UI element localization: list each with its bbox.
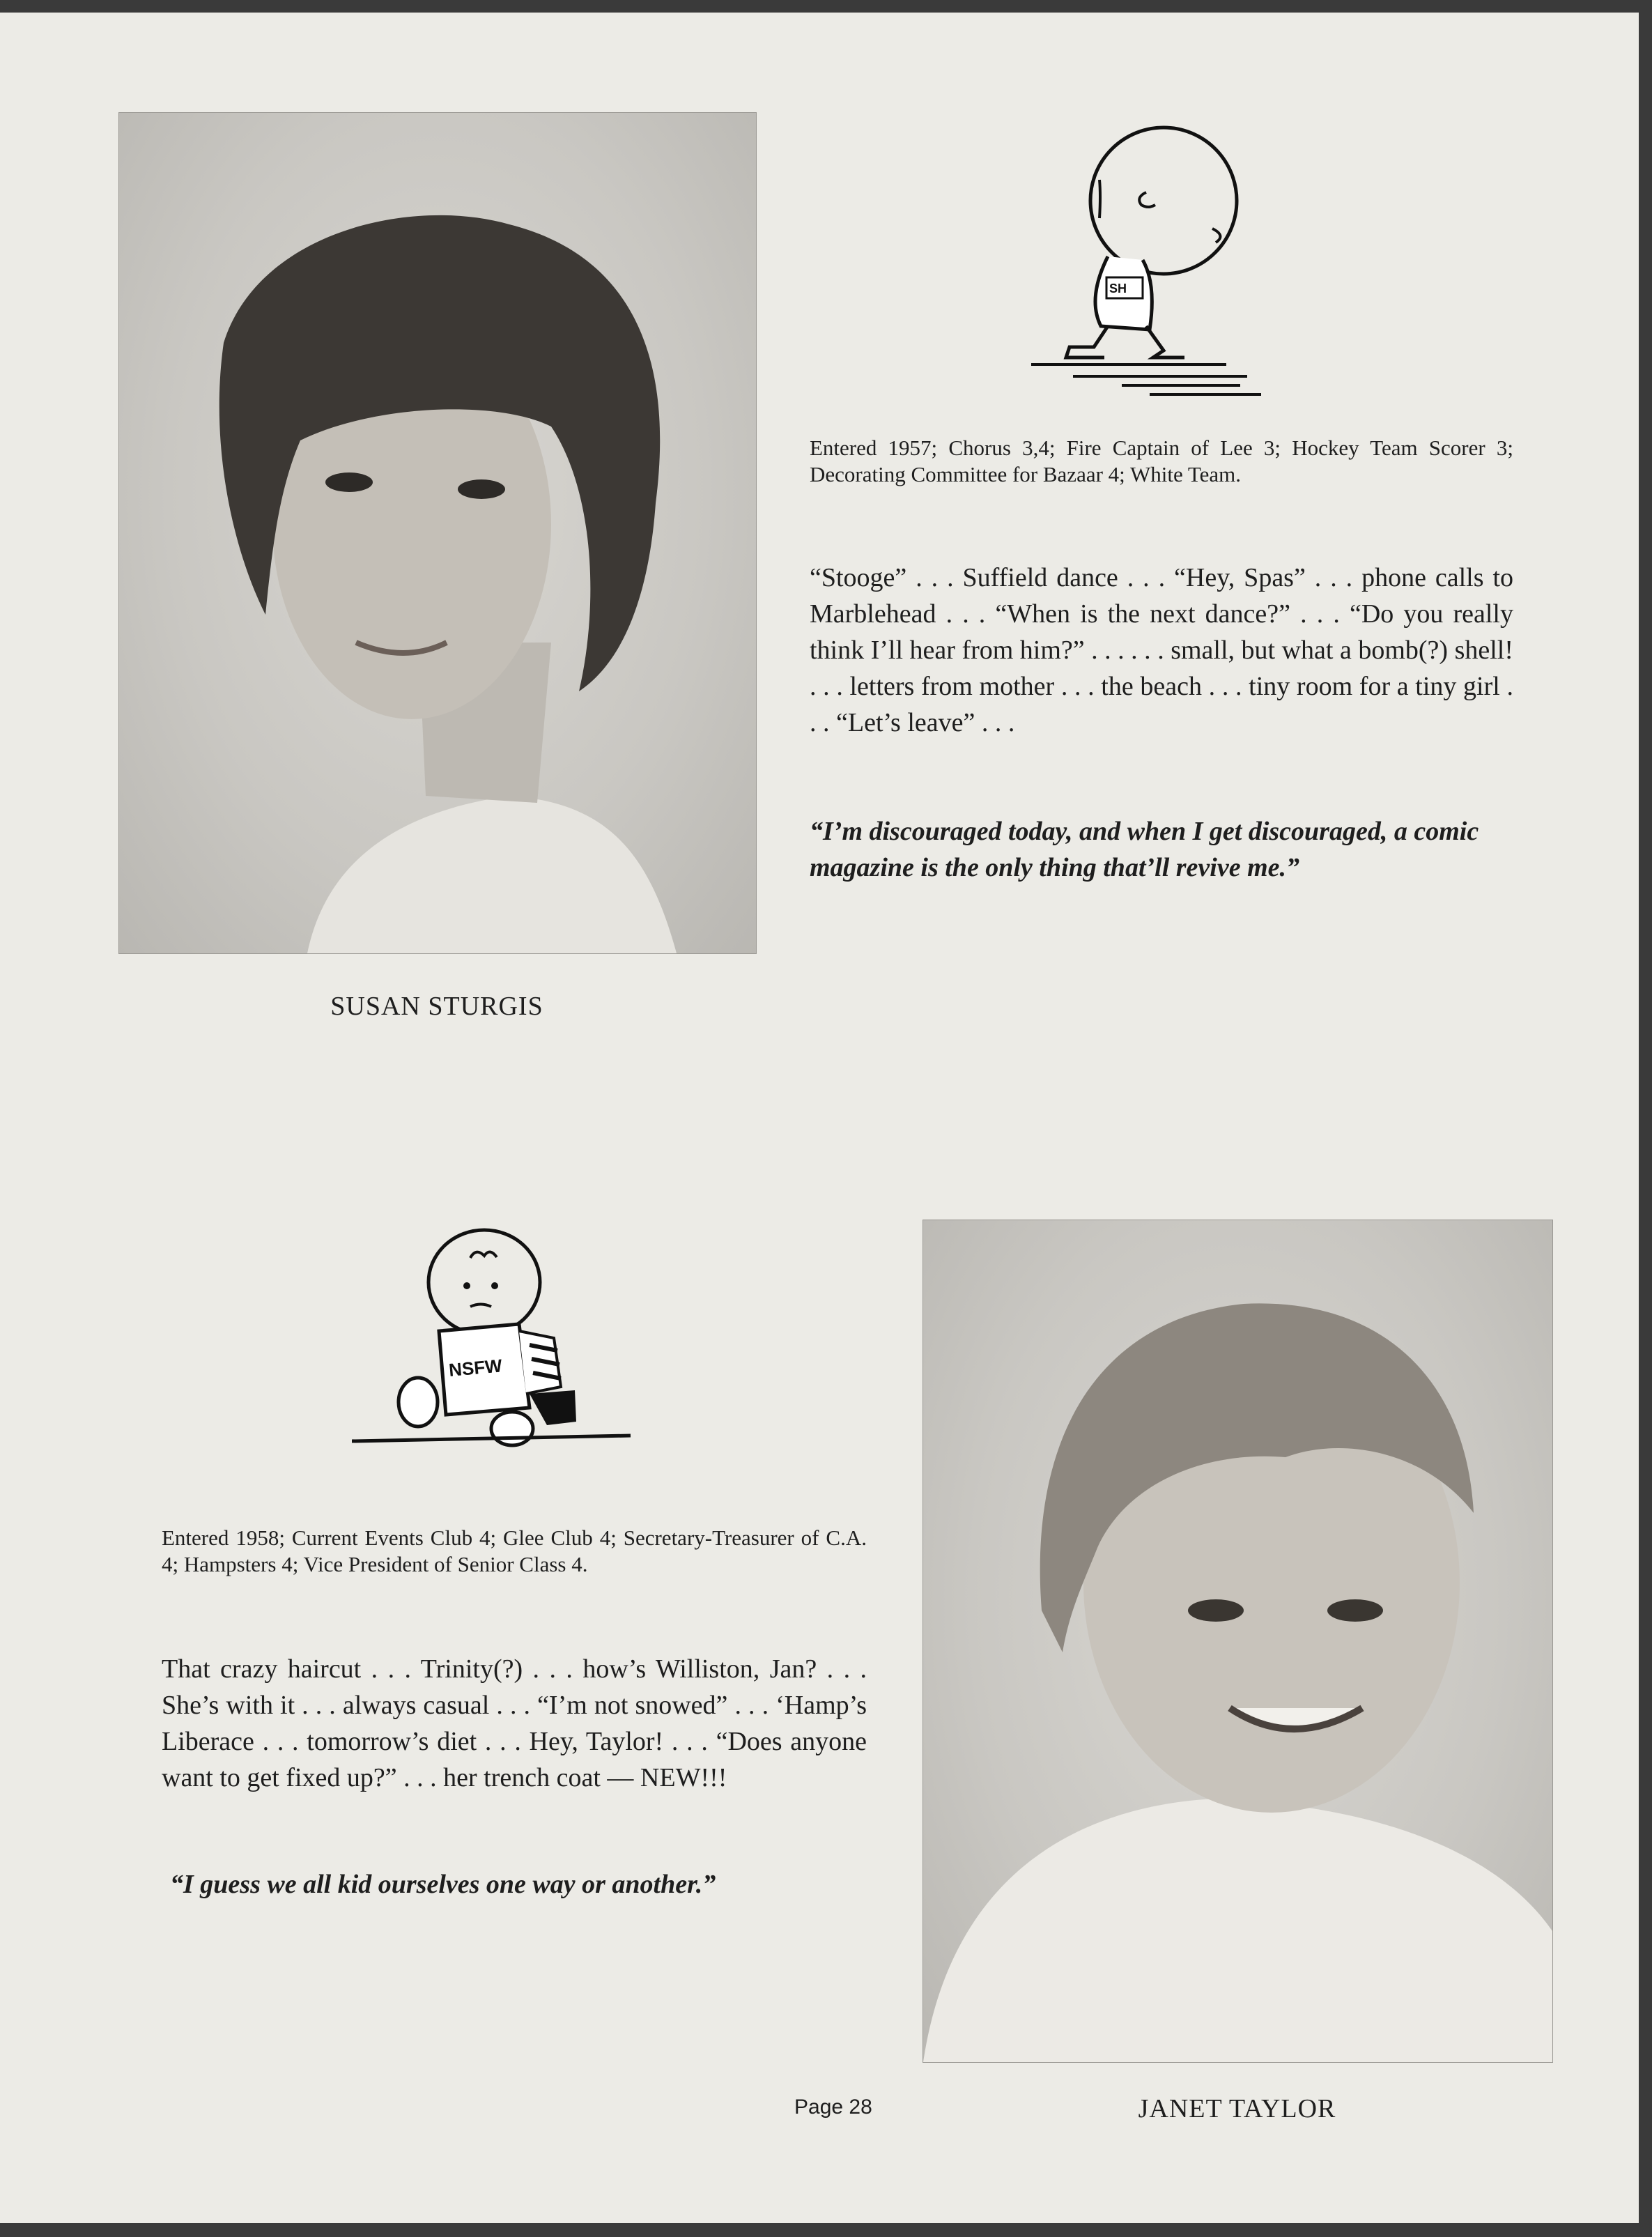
- remarks-text: That crazy haircut . . . Trinity(?) . . . how’s Williston, Jan? . . . She’s with it . . . always casual . . . “I’m not snowed” . . . ‘Hamp’s Liberace . . . tomorrow’s diet . . . Hey, Taylor! . . . “Does anyone want to get fixed up?” . . . her trench coat — NEW!!!: [162, 1654, 867, 1792]
- yearbook-page: [0, 13, 1639, 2223]
- student-name: JANET TAYLOR: [1138, 2094, 1336, 2123]
- remarks-text: “Stooge” . . . Suffield dance . . . “Hey, Spas” . . . phone calls to Marblehead . . . “When is the next dance?” . . . “Do you really think I’ll hear from him?” . . . . . . small, but what a bomb(?) shell! . . . letters from mother . . . the beach . . . tiny room for a tiny girl . . . “Let’s leave” . . .: [810, 563, 1513, 737]
- student-quote: “I’m discouraged today, and when I get discouraged, a comic magazine is the only thing that’ll revive me.”: [810, 817, 1479, 882]
- cartoon-badge-text: SH: [1109, 282, 1127, 295]
- cartoon-badge-text: NSFW: [447, 1355, 503, 1381]
- page-number: Page 28: [794, 2096, 872, 2119]
- activities-text: Entered 1958; Current Events Club 4; Glee Club 4; Secretary-Treasurer of C.A. 4; Hampsters 4; Vice President of Senior Class 4.: [162, 1525, 867, 1576]
- student-quote: “I guess we all kid ourselves one way or another.”: [170, 1870, 716, 1899]
- student-name: SUSAN STURGIS: [330, 992, 543, 1021]
- portrait-photo-janet-taylor: [923, 1220, 1553, 2063]
- cartoon-sitting-boy-icon: [352, 1220, 644, 1456]
- activities-text: Entered 1957; Chorus 3,4; Fire Captain of Lee 3; Hockey Team Scorer 3; Decorating Committee for Bazaar 4; White Team.: [810, 436, 1513, 486]
- cartoon-walking-boy-icon: [1017, 117, 1275, 403]
- portrait-photo-susan-sturgis: [118, 112, 757, 954]
